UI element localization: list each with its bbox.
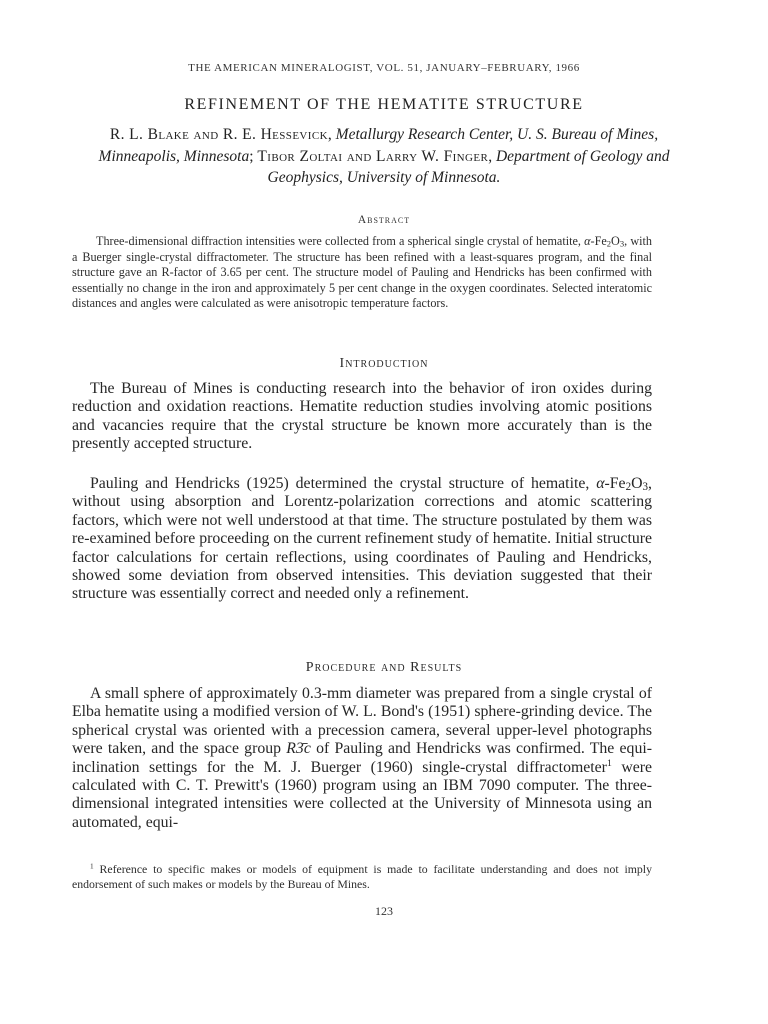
space-group-symbol: R3̄c [286, 740, 311, 758]
abstract-text-part: , with a Buerger single-crystal diffractometer. The structure has been refined with a least-squares program, and the final structure gave an R-factor of 3.65 per cent. The structure model of Pauling and Hendricks has been confirmed with essentially no change in the iron and approximately 5 per cent change in the oxygen coordinates. Selected interatomic distances and angles were calculated as were anisotropic temperature factors. [72, 234, 652, 311]
article-title: REFINEMENT OF THE HEMATITE STRUCTURE [184, 96, 584, 113]
paragraph-text-part: Pauling and Hendricks (1925) determined the crystal structure of hematite, [90, 475, 597, 492]
author-name: Larry W. Finger [376, 147, 489, 165]
formula-part: O [631, 475, 643, 492]
paragraph-text-part: of Pauling and Hendricks was confirmed. The equi-inclination settings for the M. J. Buerger (1960) single-crystal diffractometer [72, 740, 653, 776]
paragraph-text-part: , without using absorption and Lorentz-polarization corrections and atomic scattering factors, which were not well understood at that time. The structure postulated by them was re-examined before proceeding on the current refinement study of hematite. Initial structure factor calculations for certain reflections, using coordinates of Pauling and Hendricks, showed some deviation from observed intensities. This deviation suggested that their structure was essentially correct and needed only a refinement. [72, 475, 652, 603]
author-name: R. E. Hessevick [222, 126, 328, 143]
abstract-text-part: Three-dimensional diffraction intensities were collected from a spherical single crystal of hematite, [96, 234, 585, 248]
paragraph-text-part: A small sphere of approximately 0.3-mm diameter was prepared from a single crystal of Elba hematite using a modified version of W. L. Bond's (1951) sphere-grinding device. The spherical crystal was oriented with a precession camera, several upper-level photographs were taken, and the space group [72, 685, 652, 758]
formula-part: O [611, 234, 620, 248]
page-number: 123 [375, 904, 393, 918]
footnote [72, 862, 652, 892]
author-conjunction: and [189, 126, 223, 143]
running-head: THE AMERICAN MINERALOGIST, VOL. 51, JANUARY–FEBRUARY, 1966 [188, 62, 580, 74]
procedure-paragraph-1 [72, 685, 652, 832]
introduction-heading: Introduction [339, 356, 429, 371]
footnote-mark: 1 [90, 861, 94, 871]
formula-part: -Fe [604, 475, 626, 492]
footnote-reference: 1 [606, 757, 612, 769]
subscript: 2 [606, 238, 612, 249]
alpha-symbol: α [584, 234, 591, 248]
subscript: 3 [642, 481, 649, 494]
subscript: 3 [619, 238, 625, 249]
affiliation: Metallurgy Research Center, U. S. Bureau of Mines, Minneapolis, Minnesota [98, 126, 659, 165]
author-block: R. L. Blake and R. E. Hessevick, Metallurgy Research Center, U. S. Bureau of Mines, Minneapolis, Minnesota; Tibor Zoltai and Larry W. Finger, Department of Geology and Geophysics, University of Minnesota. [98, 126, 670, 186]
abstract-heading: Abstract [357, 214, 411, 226]
author-name: Tibor Zoltai [257, 147, 343, 165]
procedure-heading: Procedure and Results [305, 660, 463, 675]
subscript: 2 [625, 481, 632, 494]
paragraph-text-part: were calculated with C. T. Prewitt's (1960) program using an IBM 7090 computer. The three-dimensional integrated intensities were collected at the University of Minnesota using an automated, equi- [72, 758, 653, 831]
formula-part: -Fe [590, 234, 607, 248]
author-name: R. L. Blake [109, 126, 190, 143]
alpha-symbol: α [596, 475, 605, 492]
introduction-paragraph-1: The Bureau of Mines is conducting research into the behavior of iron oxides during reduction and oxidation reactions. Hematite reduction studies involving atomic positions and vacancies require that the crystal structure be known more accurately than is the presently accepted structure. [72, 380, 652, 453]
abstract-text [72, 234, 652, 312]
footnote-text: Reference to specific makes or models of equipment is made to facilitate understanding and does not imply endorsement of such makes or models by the Bureau of Mines. [72, 862, 652, 891]
author-conjunction: and [342, 147, 377, 165]
introduction-paragraph-2 [72, 475, 652, 604]
affiliation: Department of Geology and Geophysics, University of Minnesota. [267, 147, 670, 186]
